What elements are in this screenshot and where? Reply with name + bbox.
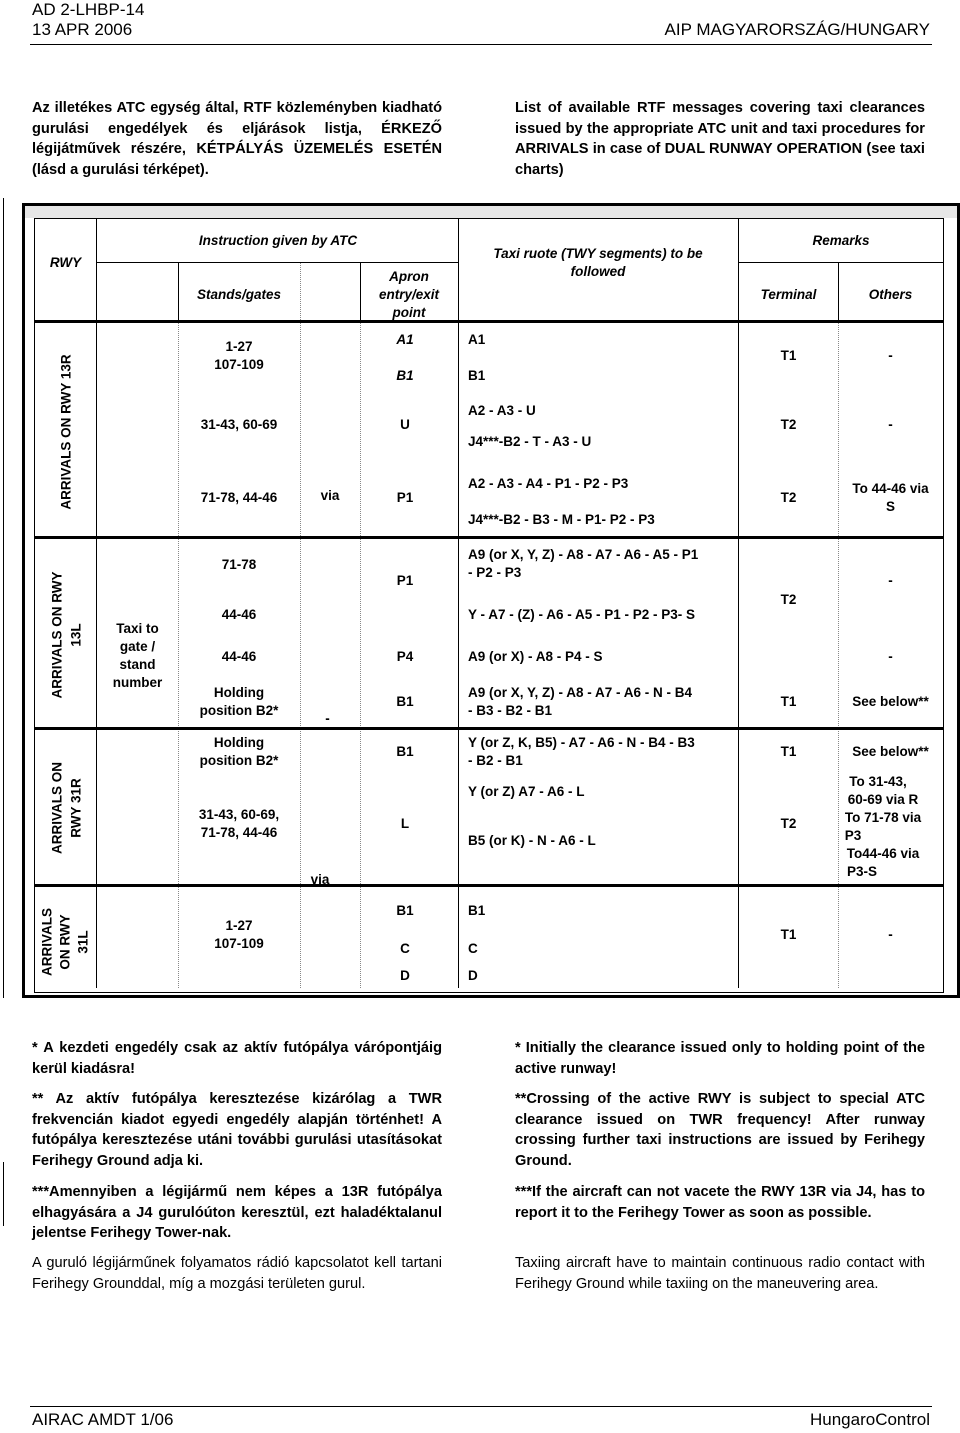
taxi-to-1: Taxi to (116, 621, 159, 636)
header-instruction: Instruction given by ATC (198, 233, 358, 248)
header-terminal: Terminal (760, 287, 817, 302)
col-sep (458, 218, 459, 988)
cell: B5 (or K) - N - A6 - L (468, 833, 596, 848)
cell: J4***-B2 - B3 - M - P1- P2 - P3 (468, 512, 655, 527)
cell: T1 (780, 744, 797, 759)
cell: T2 (780, 816, 797, 831)
intro-english: List of available RTF messages covering taxi clearances issued by the appropriate ATC unit and taxi procedures for ARRIVALS in case of DUAL RUNWAY OPERATION (see taxi charts) (515, 100, 925, 178)
cell: T2 (780, 592, 797, 607)
header-apron-1: Apron (389, 269, 429, 284)
cell: P4 (396, 649, 414, 664)
cell: B1 (396, 368, 414, 383)
cell: P3-S (846, 864, 877, 879)
cell: A1 (468, 332, 486, 347)
cell: 31-43, 60-69, (198, 807, 280, 822)
cell: T2 (780, 490, 797, 505)
cell: 44-46 (221, 649, 257, 664)
cell: Y (or Z, K, B5) - A7 - A6 - N - B4 - B3 (468, 735, 695, 750)
header-route-2: followed (570, 264, 626, 279)
cell: - (888, 348, 893, 363)
cell: A9 (or X, Y, Z) - A8 - A7 - A6 - N - B4 (468, 685, 693, 700)
cell: To 31-43, (849, 774, 907, 789)
cell: - (888, 927, 893, 942)
cell: C (468, 941, 478, 956)
cell: J4***-B2 - T - A3 - U (468, 434, 592, 449)
cell: 44-46 (221, 607, 257, 622)
note-en-3: ***If the aircraft can not vacete the RWY 13R via J4, has to report it to the Ferihegy Tower as soon as possible. (515, 1184, 925, 1221)
footer-issuer: HungaroControl (809, 1410, 930, 1429)
cell: See below** (852, 744, 929, 759)
cell: C (400, 941, 410, 956)
note-hu-4: A guruló légijárműnek folyamatos rádió kapcsolatot kell tartani Ferihegy Grounddal, míg a mozgási területen gurul. (32, 1255, 442, 1292)
header-rwy: RWY (49, 255, 82, 270)
cell: A9 (or X, Y, Z) - A8 - A7 - A6 - A5 - P1 (468, 547, 699, 562)
col-sep (96, 218, 97, 988)
header-apron-3: point (392, 305, 426, 320)
doc-date: 13 APR 2006 (32, 20, 133, 39)
cell: T1 (780, 927, 797, 942)
doc-id: AD 2-LHBP-14 (32, 0, 145, 19)
cell: 60-69 via R (847, 792, 919, 807)
cell: - (888, 649, 893, 664)
group-31l-c: 31L (75, 930, 91, 954)
group-31r-a: ARRIVALS ON (49, 761, 65, 855)
cell: P1 (396, 490, 414, 505)
taxi-to-3: stand (119, 657, 156, 672)
header-others: Others (868, 287, 913, 302)
note-en-1: * Initially the clearance issued only to holding point of the active runway! (515, 1040, 925, 1077)
cell: D (400, 968, 410, 983)
taxi-to-2: gate / (119, 639, 156, 654)
cell: P1 (396, 573, 414, 588)
header-route-1: Taxi ruote (TWY segments) to be (493, 246, 703, 261)
cell: via (310, 872, 330, 887)
cell: 107-109 (214, 357, 264, 372)
cell: - (888, 417, 893, 432)
cell: Holding (213, 735, 265, 750)
cell: - (888, 573, 893, 588)
cell: A2 - A3 - A4 - P1 - P2 - P3 (468, 476, 629, 491)
cell: - B3 - B2 - B1 (468, 703, 553, 718)
footer-rule (30, 1406, 932, 1407)
cell: via (320, 488, 340, 503)
cell: D (468, 968, 478, 983)
cell: B1 (468, 903, 486, 918)
cell: position B2* (199, 753, 279, 768)
cell: To44-46 via (846, 846, 920, 861)
cell: 1-27 (225, 339, 253, 354)
cell: 71-78 (221, 557, 257, 572)
cell: T1 (780, 348, 797, 363)
header-remarks: Remarks (812, 233, 870, 248)
cell: 31-43, 60-69 (200, 417, 278, 432)
group-13r: ARRIVALS ON RWY 13R (58, 354, 74, 510)
footer-amendment: AIRAC AMDT 1/06 (32, 1410, 174, 1429)
header-apron-2: entry/exit (378, 287, 440, 302)
cell: A9 (or X) - A8 - P4 - S (468, 649, 603, 664)
cell: Y - A7 - (Z) - A6 - A5 - P1 - P2 - P3- S (468, 607, 696, 622)
note-hu-2: ** Az aktív futópálya keresztezése kizárólag a TWR frekvencián kiadot egyedi engedély alapján történhet! A futópálya keresztezése utáni további gurulási utasításokat Ferihegy Ground adja ki. (32, 1091, 442, 1169)
cell: B1 (468, 368, 486, 383)
cell: S (885, 499, 895, 514)
cell: B1 (396, 903, 414, 918)
change-bar (3, 1162, 4, 1226)
cell: - (325, 711, 330, 726)
cell: - B2 - B1 (468, 753, 523, 768)
cell: 1-27 (225, 918, 253, 933)
cell: L (400, 816, 410, 831)
cell: To 71-78 via (844, 810, 922, 825)
cell: 107-109 (214, 936, 264, 951)
header-stands: Stands/gates (196, 287, 282, 302)
group-13l-a: ARRIVALS ON RWY (49, 571, 65, 699)
cell: Y (or Z) A7 - A6 - L (468, 784, 585, 799)
cell: - P2 - P3 (468, 565, 522, 580)
cell: 71-78, 44-46 (200, 490, 278, 505)
cell: A2 - A3 - U (468, 403, 536, 418)
intro-hungarian: Az illetékes ATC egység által, RTF közleményben kiadható gurulási engedélyek és eljárások listja, ÉRKEZŐ légijátművek részére, KÉTPÁLYÁS ÜZEMELÉS ESETÉN (lásd a gurulási térképet). (32, 100, 442, 178)
cell: A1 (396, 332, 414, 347)
group-13l-b: 13L (68, 623, 84, 647)
cell: T1 (780, 694, 797, 709)
taxi-to-4: number (112, 675, 163, 690)
note-en-4: Taxiing aircraft have to maintain continuous radio contact with Ferihegy Ground while taxiing on the maneuvering area. (515, 1255, 925, 1292)
cell: position B2* (199, 703, 279, 718)
cell: B1 (396, 694, 414, 709)
cell: 71-78, 44-46 (200, 825, 278, 840)
cell: See below** (852, 694, 929, 709)
header-rule (30, 44, 932, 45)
cell: B1 (396, 744, 414, 759)
cell: To 44-46 via (852, 481, 929, 496)
change-bar (3, 198, 4, 998)
group-31l-a: ARRIVALS (39, 907, 55, 977)
group-31l-b: ON RWY (57, 914, 73, 970)
cell: Holding (213, 685, 265, 700)
cell: T2 (780, 417, 797, 432)
cell: P3 (844, 828, 862, 843)
note-en-2: **Crossing of the active RWY is subject to special ATC clearance issued on TWR frequency! After runway crossing further taxi instructions are issued by Ferihegy Ground. (515, 1091, 925, 1169)
cell: U (400, 417, 410, 432)
group-31r-b: RWY 31R (68, 778, 84, 838)
publisher: AIP MAGYARORSZÁG/HUNGARY (664, 20, 930, 39)
note-hu-3: ***Amennyiben a légijármű nem képes a 13R futópálya elhagyására a J4 gurulóúton keresztül, ezt haladéktalanul jelentse Ferihegy Tower-nak. (32, 1184, 442, 1241)
note-hu-1: * A kezdeti engedély csak az aktív futópálya várópontjáig kerül kiadásra! (32, 1040, 442, 1077)
